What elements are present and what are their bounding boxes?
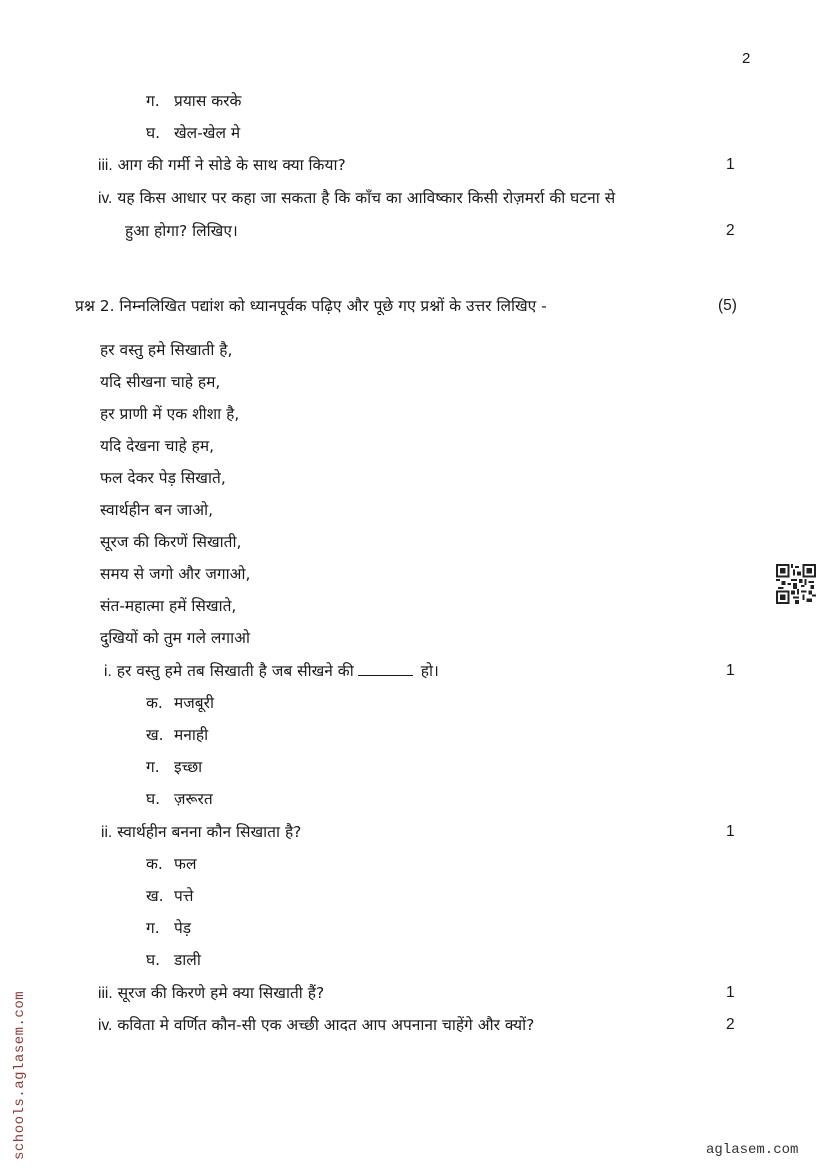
q2-ii-option-kha (146, 885, 194, 907)
option-marker: ख. (146, 887, 164, 905)
poem-line: सूरज की किरणें सिखाती, (100, 533, 242, 551)
poem-line: हर वस्तु हमे सिखाती है, (100, 341, 233, 359)
page-number: 2 (742, 50, 751, 67)
marks-q1-iii: 1 (726, 156, 735, 173)
q2-question-iv (98, 1014, 534, 1037)
q1-option-gha (146, 122, 240, 144)
option-marker: घ. (146, 951, 161, 969)
option-text: ज़रूरत (174, 790, 213, 808)
poem-line: यदि सीखना चाहे हम, (100, 373, 221, 391)
option-text: खेल-खेल मे (174, 124, 241, 142)
option-text: मनाही (174, 726, 209, 744)
poem-line: दुखियों को तुम गले लगाओ (100, 629, 251, 647)
q2-i-option-kha (146, 724, 208, 746)
option-text: मजबूरी (174, 694, 214, 712)
poem-line: स्वार्थहीन बन जाओ, (100, 501, 214, 519)
q2-question-ii (101, 821, 301, 844)
option-marker: घ. (146, 124, 161, 142)
question-number: iii. (98, 157, 113, 174)
question-text: सूरज की किरणे हमे क्या सिखाती हैं? (117, 984, 325, 1002)
marks-q2-iii: 1 (726, 984, 735, 1001)
poem-line: समय से जगो और जगाओ, (100, 565, 251, 583)
q2-ii-option-gha (146, 949, 201, 971)
question-text: कविता मे वर्णित कौन-सी एक अच्छी आदत आप अपनाना चाहेंगे और क्यों? (117, 1016, 535, 1034)
option-text: प्रयास करके (174, 92, 242, 110)
option-marker: घ. (146, 790, 161, 808)
q2-heading: प्रश्न 2. निम्नलिखित पद्यांश को ध्यानपूर्वक पढ़िए और पूछे गए प्रश्नों के उत्तर लिखिए - (75, 297, 547, 315)
side-watermark: schools.aglasem.com (12, 990, 28, 1160)
q2-ii-option-ga (146, 917, 191, 939)
q2-i-option-gha (146, 788, 213, 810)
option-text: पत्ते (174, 887, 194, 905)
q1-subquestion-iv (98, 187, 615, 210)
option-marker: ख. (146, 726, 164, 744)
qr-code-icon[interactable] (776, 564, 816, 604)
question-text: आग की गर्मी ने सोडे के साथ क्या किया? (117, 156, 346, 174)
option-text: फल (174, 855, 197, 873)
option-text: पेड़ (174, 919, 192, 937)
fill-in-blank (358, 661, 413, 676)
q1-option-ga (146, 90, 241, 112)
footer-watermark: aglasem.com (706, 1142, 799, 1158)
question-text: यह किस आधार पर कहा जा सकता है कि काँच का आविष्कार किसी रोज़मर्रा की घटना से (117, 189, 616, 207)
q2-question-iii (98, 982, 324, 1005)
option-text: इच्छा (174, 758, 203, 776)
question-text: स्वार्थहीन बनना कौन सिखाता है? (117, 823, 302, 841)
question-number: iv. (98, 1017, 113, 1034)
poem-line: यदि देखना चाहे हम, (100, 437, 215, 455)
q2-total-marks: (5) (718, 297, 737, 314)
q2-i-option-ka (146, 692, 214, 714)
option-marker: ग. (146, 758, 160, 776)
question-number: iv. (98, 190, 113, 207)
marks-q2-ii: 1 (726, 823, 735, 840)
q2-question-i (104, 660, 439, 683)
question-text-before-blank: हर वस्तु हमे तब सिखाती है जब सीखने की (116, 662, 354, 680)
option-marker: ग. (146, 92, 160, 110)
marks-q1-iv: 2 (726, 222, 735, 239)
option-marker: ग. (146, 919, 160, 937)
poem-line: संत-महात्मा हमें सिखाते, (100, 597, 237, 615)
question-number: i. (104, 663, 112, 680)
option-marker: क. (146, 855, 163, 873)
option-text: डाली (174, 951, 201, 969)
poem-line: हर प्राणी में एक शीशा है, (100, 405, 240, 423)
q1-subquestion-iii (98, 154, 346, 177)
q1-subquestion-iv-continued: हुआ होगा? लिखिए। (125, 222, 238, 240)
question-text-after-blank: हो। (420, 662, 439, 680)
option-marker: क. (146, 694, 163, 712)
marks-q2-i: 1 (726, 662, 735, 679)
question-number: iii. (98, 985, 113, 1002)
poem-line: फल देकर पेड़ सिखाते, (100, 469, 226, 487)
question-number: ii. (101, 824, 113, 841)
q2-i-option-ga (146, 756, 202, 778)
marks-q2-iv: 2 (726, 1016, 735, 1033)
q2-ii-option-ka (146, 853, 196, 875)
